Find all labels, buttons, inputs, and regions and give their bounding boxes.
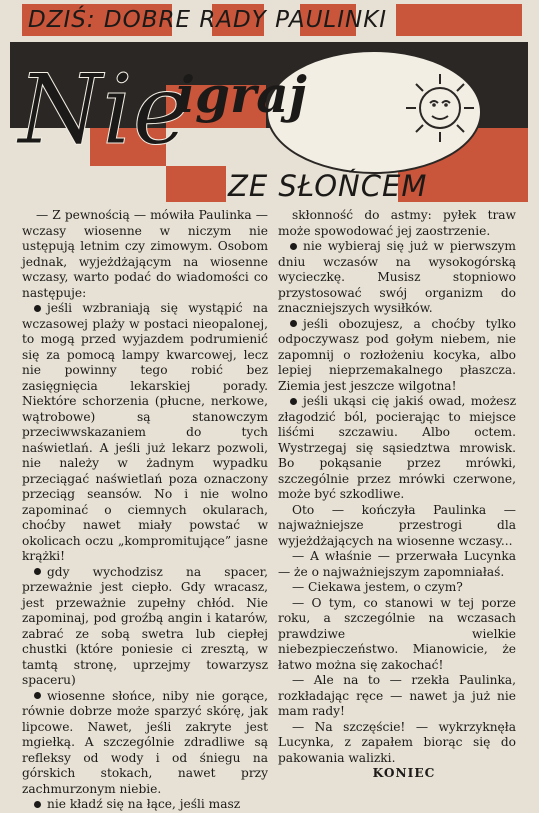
paragraph-text: — Z pewnością — mówiła Paulinka — wczasy wiosenne w niczym nie ustępują letnim czy zimowym. Osobom jednak, wyjeżdżającym na wiosenne wczasy, warto podać do wiadomości co następuje:	[22, 208, 268, 300]
bullet-icon	[290, 398, 297, 405]
article-paragraph	[278, 317, 516, 395]
article-paragraph	[278, 503, 516, 550]
article-ending: KONIEC	[372, 766, 436, 780]
article-paragraph	[278, 596, 516, 674]
sun-face-icon	[400, 68, 480, 148]
paragraph-text: nie wybieraj się już w pierwszym dniu wczasów na wysokogórską wycieczkę. Musisz stopniowo przystosować swój organizm do znaczniejszych wysiłków.	[278, 239, 516, 315]
paragraph-text: — Ale na to — rzekła Paulinka, rozkładając ręce — nawet ja już nie mam rady!	[278, 673, 516, 718]
bullet-icon	[34, 801, 41, 808]
article-paragraph	[278, 549, 516, 580]
paragraph-text: — O tym, co stanowi w tej porze roku, a szczególnie na wczasach prawdziwe wielkie niebezpieczeństwo. Mianowicie, że łatwo można się zakochać!	[278, 595, 516, 672]
article-paragraph	[278, 580, 516, 596]
bullet-icon	[290, 243, 297, 250]
article-paragraph	[278, 394, 516, 503]
paragraph-text: — Ciekawa jestem, o czym?	[292, 580, 463, 594]
title-igraj: igraj	[176, 65, 307, 124]
paragraph-text: wiosenne słońce, niby nie gorące, równie dobrze może sparzyć skórę, jak lipcowe. Nawet, jeśli zakryte jest mgiełką. A szczególnie zdradliwe są refleksy od wody i od śniegu na górskich stokach, nawet przy zachmurzonym niebie.	[22, 688, 268, 796]
title-ze-sloncem: ZE SŁOŃCEM	[228, 169, 428, 203]
paragraph-text: skłonność do astmy: pyłek traw może spowodować jej zaostrzenie.	[278, 208, 516, 238]
article-paragraph	[22, 301, 268, 565]
article-paragraph	[278, 208, 516, 239]
bullet-icon	[34, 568, 41, 575]
paragraph-text: jeśli wzbraniają się wystąpić na wczasowej plaży w postaci nieopalonej, to mogą przed wyjazdem podrumienić się za pomocą lampy kwarcowej, lecz nie powinny tego robić bez zasięgnięcia lekarskiej porady. Niektóre schorzenia (płucne, nerkowe, wątrobowe) są stanowczym przeciwwskazaniem do tych naświetlań. A jeśli już lekarz pozwoli, nie należy w żadnym wypadku przeciągać naświetlań poza oznaczony przeciąg seansów. No i nie wolno zapominać o ciemnych okularach, choćby nawet miały powstać w okolicach oczu „kompromitujące” jasne krążki!	[22, 301, 268, 563]
article-column-right	[278, 208, 516, 782]
article-paragraph	[278, 673, 516, 720]
paragraph-text: jeśli obozujesz, a choćby tylko odpoczywasz pod gołym niebem, nie zapomnij o rozłożeniu kocyka, albo lepiej nieprzemakalnego płaszcza. Ziemia jest jeszcze wilgotna!	[278, 316, 516, 393]
article-paragraph	[22, 565, 268, 689]
bullet-icon	[34, 305, 41, 312]
bullet-icon	[290, 320, 297, 327]
article-paragraph	[22, 797, 268, 813]
article-paragraph	[278, 720, 516, 767]
article-column-left	[22, 208, 268, 813]
header-kicker: DZIŚ: DOBRE RADY PAULINKI	[28, 7, 388, 33]
header-red-block	[166, 166, 226, 202]
article-paragraph	[22, 689, 268, 798]
article-paragraph	[278, 239, 516, 317]
title-nie: Nie	[18, 54, 190, 166]
paragraph-text: Oto — kończyła Paulinka — najważniejsze przestrogi dla wyjeżdżających na wiosenne wczasy...	[278, 502, 516, 548]
paragraph-text: nie kładź się na łące, jeśli masz	[47, 797, 241, 811]
paragraph-text: — A właśnie — przerwała Lucynka — że o najważniejszym zapomniałaś.	[278, 549, 516, 579]
paragraph-text: gdy wychodzisz na spacer, przeważnie jest ciepło. Gdy wracasz, jest przeważnie zupełny chłód. Nie zapominaj, pod groźbą angin i katarów, zabrać ze sobą swetra lub ciepłej chustki (które poniesie ci zresztą, w tamtą stronę, uprzejmy towarzysz spaceru)	[22, 564, 268, 687]
paragraph-text: jeśli ukąsi cię jakiś owad, możesz złagodzić ból, pocierając to miejsce liśćmi szczawiu. Albo octem. Wystrzegaj się sąsiedztwa mrowisk. Bo pokąsanie przez mrówki, szczególnie przez mrówki czerwone, może być szkodliwe.	[278, 394, 516, 501]
bullet-icon	[34, 692, 41, 699]
article-paragraph	[22, 208, 268, 301]
paragraph-text: — Na szczęście! — wykrzyknęła Lucynka, z zapałem biorąc się do pakowania walizki.	[278, 719, 516, 765]
